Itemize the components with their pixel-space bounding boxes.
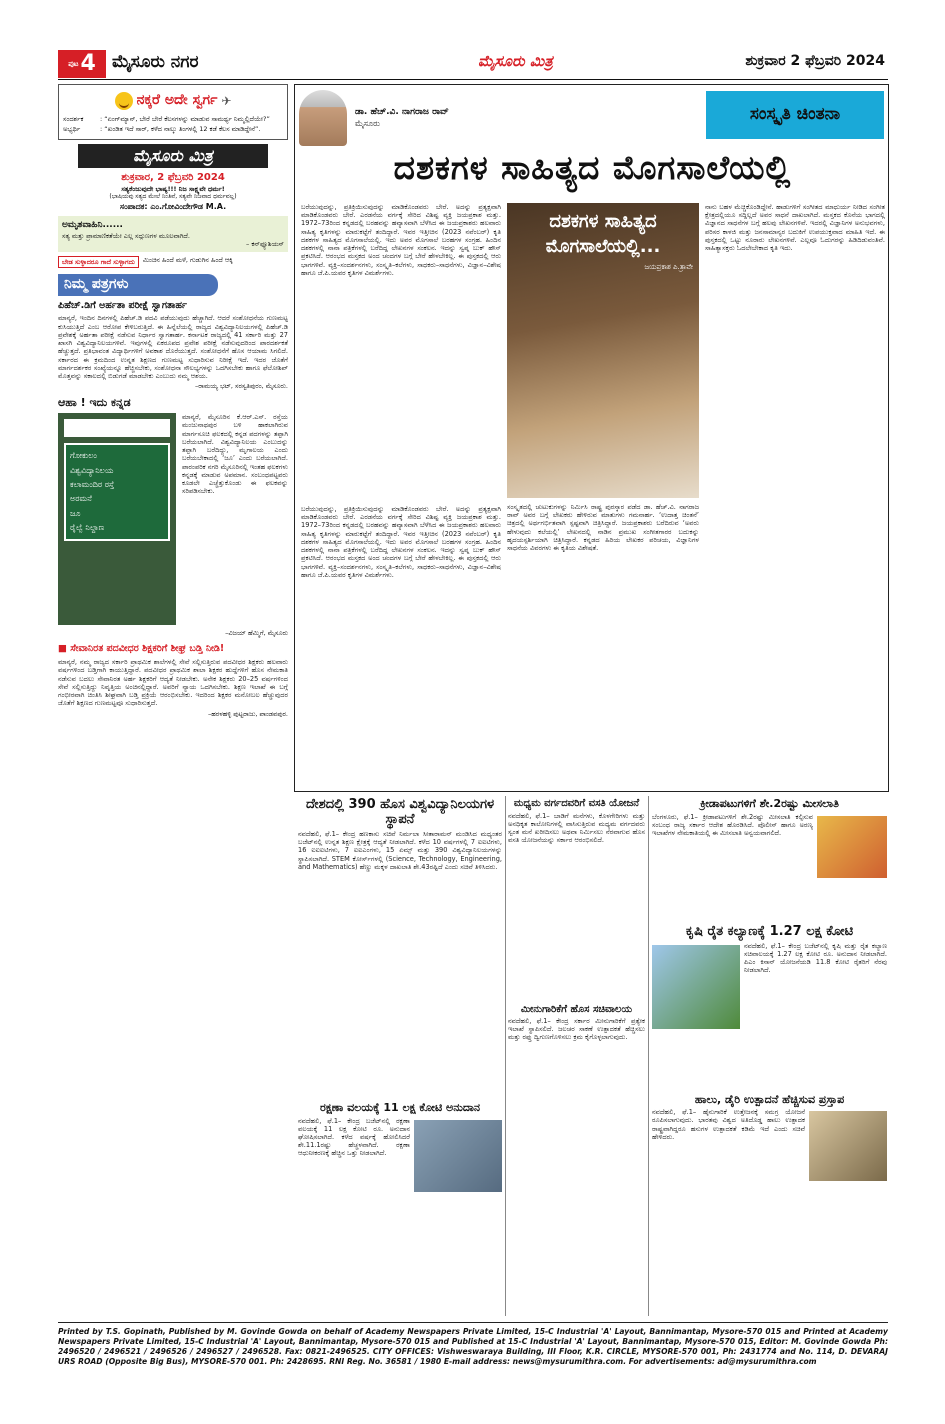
news-6-title: ಕೃಷಿ ರೈತ ಕಲ್ಯಾಣಕ್ಕೆ 1.27 ಲಕ್ಷ ಕೋಟಿ — [685, 923, 854, 939]
feature-title: ದಶಕಗಳ ಸಾಹಿತ್ಯದ ಮೊಗಸಾಲೆಯಲ್ಲಿ — [393, 148, 792, 187]
news-3-title: ಮಧ್ಯಮ ವರ್ಗದವರಿಗೆ ವಸತಿ ಯೋಜನೆ — [513, 798, 640, 809]
signboard-photo — [58, 413, 176, 625]
brand-box: ಮೈಸೂರು ಮಿತ್ರ — [78, 144, 268, 168]
feature-col-1b: ಬರೆಯುವುದನ್ನು, ಪ್ರತಿಕ್ರಿಯಿಸುವುದನ್ನು ಮಾಡಿಕೊಂಡವರು ಬೇರೆ. ಅದನ್ನು ಪ್ರತ್ಯಕ್ಷವಾಗಿ ಮಾಡಿಕೊಂಡವರು ಬೇರೆ. ಎರಡನೆಯ ವರ್ಗಕ್ಕೆ ಸೇರಿದ ವಿಶಿಷ್ಟ ವ್ಯಕ್ತಿ ಜಯಪ್ರಕಾಶ ಮತ್ತು. 1972–73ರಿಂದ ಕನ್ನಡದಲ್ಲಿ ಬರಹವನ್ನು ಹವ್ಯಾಸವಾಗಿ ಬೆಳೆಸಿದ ಈ ಜಯಪ್ರಕಾಶರು ಹಲವಾರು ಸಾಹಿತ್ಯ ಕೃತಿಗಳನ್ನು ಮಾರುಕಟ್ಟೆಗೆ ತಂದಿದ್ದಾರೆ. ಇವರ ಇತ್ತೀಚಿನ (2023 ನವೆಂಬರ್) ಕೃತಿ ದಶಕಗಳ ಸಾಹಿತ್ಯದ ಮೊಗಸಾಲೆಯಲ್ಲಿ. ಇದು ಅವರ ಮೊಗಸಾಲೆ ಬರಹಗಳ ಸಂಗ್ರಹ. ಹಿಂದಿನ ದಶಕಗಳಲ್ಲಿ ನಾನಾ ಪತ್ರಿಕೆಗಳಲ್ಲಿ ಬರೆದಿದ್ದ ಲೇಖನಗಳ ಸಂಕಲನ. ಇದನ್ನು ಸ್ವಪ್ನ ಬುಕ್ ಹೌಸ್ ಪ್ರಕಟಿಸಿದೆ. ಆರಂಭದ ಮಸ್ತಕದ ಅಂದ ಚಂದಗಳ ಬಗ್ಗೆ ಬೇರೆ ಹೇಳಬೇಕಿಲ್ಲ. ಈ ಪುಸ್ತಕದಲ್ಲಿ ಆರು ಭಾಗಗಳಿವೆ. ವ್ಯಕ್ತಿ–ಸಂದರ್ಶನಗಳು, ಸಂಸ್ಕೃತಿ–ಕಲೆಗಳು, ಸಾಧಕರು–ಸಾಧನೆಗಳು, ವಿಜ್ಞಾನ–ವಿಶೇಷ ಹಾಗೂ ಜೆ.ಪಿ.ಯವರ ಕೃತಿಗಳ ವಿಮರ್ಶೆಗಳು. — [301, 505, 501, 579]
laughing-face-icon — [115, 92, 133, 110]
column-divider — [505, 796, 506, 1316]
letter-1-title: ಪಿಹೆಚ್.ಡಿಗೆ ಅರ್ಹತಾ ಪರೀಕ್ಷೆ ಸ್ವಾಗತಾರ್ಹ — [58, 299, 187, 311]
cartoon-figure-icon: ✈ — [221, 93, 232, 108]
amrita-title: ಅಮೃತವಾಹಿನಿ...... — [62, 220, 123, 231]
page-header — [0, 0, 945, 80]
dairy-photo — [809, 1111, 887, 1181]
news-col-1 — [298, 796, 502, 1316]
left-column — [58, 84, 288, 1316]
news-7-body: ನವದೆಹಲಿ, ಫೆ.1– ಹೈನುಗಾರಿಕೆ ಉತ್ತೇಜನಕ್ಕೆ ಸಮಗ್ರ ಯೋಜನೆ ರೂಪಿಸಲಾಗುವುದು. ಭಾರತವು ವಿಶ್ವದ ಅತಿದೊಡ್ಡ ಹಾಲು ಉತ್ಪಾದಕ ರಾಷ್ಟ್ರವಾಗಿದ್ದರೂ ಹಸುಗಳ ಉತ್ಪಾದಕತೆ ಕಡಿಮೆ ಇದೆ ಎಂದು ಸಚಿವೆ ಹೇಳಿದರು. — [652, 1108, 805, 1141]
feature-article — [294, 84, 889, 792]
amrita-text: ಸತ್ಯ ಮತ್ತು ಪ್ರಾಮಾಣಿಕತೆಯೇ ಎಲ್ಲ ಸದ್ಗುಣಗಳ ಮೂಲವಾಗಿದೆ. — [62, 231, 190, 240]
amrita-box — [58, 216, 288, 252]
nakkare-header — [63, 89, 283, 113]
brand-date: ಶುಕ್ರವಾರ, 2 ಫೆಬ್ರವರಿ 2024 — [121, 172, 225, 184]
author-name: ಡಾ. ಹೆಚ್.ವಿ. ನಾಗರಾಜ ರಾವ್ — [355, 107, 449, 118]
signboard-text: ಗೋಕುಲಂ ವಿಶ್ವವಿದ್ಯಾನಿಲಯ ಕಲಾಮಂದಿರ ರಸ್ತೆ ಅರಮನೆ ಜೂ ರೈಲ್ವೆ ನಿಲ್ದಾಣ — [64, 443, 170, 541]
page-label: ಪುಟ — [68, 59, 79, 68]
news-6-body: ನವದೆಹಲಿ, ಫೆ.1– ಕೇಂದ್ರ ಬಜೆಟ್‌ನಲ್ಲಿ ಕೃಷಿ ಮತ್ತು ರೈತ ಕಲ್ಯಾಣ ಸಚಿವಾಲಯಕ್ಕೆ 1.27 ಲಕ್ಷ ಕೋಟಿ ರೂ. ಅನುದಾನ ನೀಡಲಾಗಿದೆ. ಪಿಎಂ ಕಿಸಾನ್ ಯೋಜನೆಯಡಿ 11.8 ಕೋಟಿ ರೈತರಿಗೆ ನೆರವು ನೀಡಲಾಗಿದೆ. — [744, 941, 887, 975]
letter-3-title: ■ ಸೇವಾನಿರತ ಪದವೀಧರ ಶಿಕ್ಷಕರಿಗೆ ಶೀಘ್ರ ಬಡ್ತಿ ನೀಡಿ! — [58, 643, 225, 655]
masthead-brand: ಮೈಸೂರು ಮಿತ್ರ — [478, 52, 553, 70]
tagline-2: (ಭಾಷಿಯವು ಸತ್ಯದ ಮೇಲೆ ನಿಂತಿವೆ, ಸತ್ಯವೇ ನಿಜವಾದ ಧರ್ಮವಲ್ಲ) — [109, 192, 237, 200]
joke-line-1: ಸಂದರ್ಶಕ : “ಏಂಗ್‌ಮ್ಯಾನ್, ಬೇರೆ ಬೇರೆ ಕೆಲಸಗಳನ್ನು ಮಾಡುವ ಸಾಮರ್ಥ್ಯ ನಿಮ್ಮಲ್ಲಿದೆಯೇ?” — [63, 115, 270, 123]
issue-date: ಶುಕ್ರವಾರ 2 ಫೆಬ್ರವರಿ 2024 — [745, 53, 885, 69]
letter-2-block — [58, 413, 288, 533]
section-title: ಮೈಸೂರು ನಗರ — [112, 52, 199, 72]
defense-photo — [414, 1120, 502, 1192]
letter-1-body: ಮಾನ್ಯರೆ, ಇಂದಿನ ದಿನಗಳಲ್ಲಿ ಪಿಹೆಚ್.ಡಿ ಪದವಿ ಪಡೆಯುವುದು ಹೆಚ್ಚಾಗಿದೆ. ಆದರೆ ಸಂಶೋಧನೆಯ ಗುಣಮಟ್ಟ ಕುಸಿಯುತ್ತಿದೆ ಎಂಬ ಆರೋಪ ಕೇಳಿಬರುತ್ತಿದೆ. ಈ ಹಿನ್ನೆಲೆಯಲ್ಲಿ ರಾಜ್ಯದ ವಿಶ್ವವಿದ್ಯಾನಿಲಯಗಳಲ್ಲಿ ಪಿಹೆಚ್.ಡಿ ಪ್ರವೇಶಕ್ಕೆ ಅರ್ಹತಾ ಪರೀಕ್ಷೆ ನಡೆಸುವ ನಿರ್ಧಾರ ಸ್ವಾಗತಾರ್ಹ. ಕರ್ನಾಟಕ ರಾಜ್ಯದಲ್ಲಿ 41 ಸರ್ಕಾರಿ ಮತ್ತು 27 ಖಾಸಗಿ ವಿಶ್ವವಿದ್ಯಾನಿಲಯಗಳಿವೆ. ಇವುಗಳಲ್ಲಿ ಏಕರೂಪದ ಪ್ರವೇಶ ಪರೀಕ್ಷೆ ನಡೆಸುವುದರಿಂದ ಪಾರದರ್ಶಕತೆ ಹೆಚ್ಚುತ್ತದೆ. ಪ್ರತಿಭಾವಂತ ವಿದ್ಯಾರ್ಥಿಗಳಿಗೆ ಅವಕಾಶ ದೊರೆಯುತ್ತದೆ. ಸಂಶೋಧನೆಗೆ ಹೊಸ ಆಯಾಮ ಸಿಗಲಿದೆ. ಸರ್ಕಾರದ ಈ ಕ್ರಮದಿಂದ ಉನ್ನತ ಶಿಕ್ಷಣದ ಗುಣಮಟ್ಟ ಸುಧಾರಿಸುವ ನಿರೀಕ್ಷೆ ಇದೆ. ಇದರ ಜೊತೆಗೆ ಮಾರ್ಗದರ್ಶಕರ ಸಂಖ್ಯೆಯನ್ನೂ ಹೆಚ್ಚಿಸಬೇಕು, ಸಂಶೋಧನಾ ಸೌಲಭ್ಯಗಳನ್ನು ಒದಗಿಸಬೇಕು ಹಾಗೂ ಫೆಲೋಶಿಪ್ ಮೊತ್ತವನ್ನು ಸಕಾಲದಲ್ಲಿ ಬಿಡುಗಡೆ ಮಾಡಬೇಕು ಎಂಬುದು ನಮ್ಮ ಆಶಯ. — [58, 314, 288, 381]
column-title: ಸಂಸ್ಕೃತಿ ಚಿಂತನಾ — [706, 91, 884, 139]
news-7-title: ಹಾಲು, ಡೈರಿ ಉತ್ಪಾದನೆ ಹೆಚ್ಚಿಸುವ ಪ್ರಸ್ತಾಪ — [694, 1092, 845, 1106]
farm-drone-photo — [652, 945, 740, 1029]
tagline-1: ಸತ್ಯಕೆಂಜುವುದೇ ಭಾಷ್ಯ!!! ನಿಜ ಸಾಕ್ಷ್ಯವೇ ಧರ್ಮ! — [121, 184, 225, 193]
news-2-title: ರಕ್ಷಣಾ ವಲಯಕ್ಕೆ 11 ಲಕ್ಷ ಕೋಟಿ ಅನುದಾನ — [320, 1100, 480, 1114]
page-number: 4 — [80, 51, 96, 77]
news-section — [294, 796, 889, 1316]
editor-line: ಸಂಪಾದಕ: ಎಂ.ಗೋವಿಂದೇಗೌಡ M.A. — [119, 202, 227, 212]
sports-graphic — [817, 816, 887, 878]
letter-2-title: ಆಹಾ ! ಇದು ಕನ್ನಡ — [58, 396, 131, 410]
nakkare-box — [58, 84, 288, 140]
letters-header: ನಿಮ್ಮ ಪತ್ರಗಳು — [58, 274, 218, 296]
news-4-body: ನವದೆಹಲಿ, ಫೆ.1– ಕೇಂದ್ರ ಸರ್ಕಾರ ಮೀನುಗಾರಿಕೆಗೆ ಪ್ರತ್ಯೇಕ ಇಲಾಖೆ ಸ್ಥಾಪಿಸಲಿದೆ. ಜಲಚರ ಸಾಕಣೆ ಉತ್ಪಾದಕತೆ ಹೆಚ್ಚಿಸಲು ಮತ್ತು ರಫ್ತು ದ್ವಿಗುಣಗೊಳಿಸಲು ಕ್ರಮ ಕೈಗೊಳ್ಳಲಾಗುವುದು. — [508, 1017, 645, 1042]
book-author: ಜಯಪ್ರಕಾಶ ಪಿ.ತ್ರಾವೇ — [644, 263, 693, 272]
book-title: ದಶಕಗಳ ಸಾಹಿತ್ಯದ ಮೊಗಸಾಲೆಯಲ್ಲಿ... — [545, 211, 661, 258]
news-4-title: ಮೀನುಗಾರಿಕೆಗೆ ಹೊಸ ಸಚಿವಾಲಯ — [520, 1003, 633, 1015]
proverb-text: ಮಿಂಚಿನ ಹಿಂದೆ ಮಳೆ, ಗುಡುಗಿನ ಹಿಂದೆ ಆಕ್ಕಿ — [142, 255, 233, 264]
news-5-body: ಬೆಂಗಳೂರು, ಫೆ.1– ಕ್ರೀಡಾಪಟುಗಳಿಗೆ ಶೇ.2ರಷ್ಟು ಮೀಸಲಾತಿ ಕಲ್ಪಿಸುವ ಸಂಬಂಧ ರಾಜ್ಯ ಸರ್ಕಾರ ಆದೇಶ ಹೊರಡಿಸಿದೆ. ಪೊಲೀಸ್ ಹಾಗೂ ಅರಣ್ಯ ಇಲಾಖೆಗಳ ನೇಮಕಾತಿಯಲ್ಲಿ ಈ ಮೀಸಲಾತಿ ಅನ್ವಯವಾಗಲಿದೆ. — [652, 812, 813, 838]
signboard-top — [64, 419, 170, 437]
joke-line-2: ಅಭ್ಯರ್ಥಿ : “ಖಂಡಿತ ಇದೆ ಸಾರ್, ಕಳೆದ ನಾಲ್ಕು ತಿಂಗಳಲ್ಲಿ 12 ಕಡೆ ಕೆಲಸ ಮಾಡಿದ್ದೇನೆ”. — [63, 125, 261, 134]
news-2-body: ನವದೆಹಲಿ, ಫೆ.1– ಕೇಂದ್ರ ಬಜೆಟ್‌ನಲ್ಲಿ ರಕ್ಷಣಾ ವಲಯಕ್ಕೆ 11 ಲಕ್ಷ ಕೋಟಿ ರೂ. ಅನುದಾನ ಘೋಷಿಸಲಾಗಿದೆ. ಕಳೆದ ವರ್ಷಕ್ಕೆ ಹೋಲಿಸಿದರೆ ಶೇ.11.1ರಷ್ಟು ಹೆಚ್ಚಳವಾಗಿದೆ. ರಕ್ಷಣಾ ಆಧುನೀಕರಣಕ್ಕೆ ಹೆಚ್ಚಿನ ಒತ್ತು ನೀಡಲಾಗಿದೆ. — [298, 1116, 410, 1158]
imprint-footer: Printed by T.S. Gopinath, Published by M. Govinde Gowda on behalf of Academy Newspapers Private Limited, 15-C Industrial 'A' Layout, Bannimantap, Mysore-570 015 and Printed at Academy Newspapers Private Limited, 15-C Industrial 'A' Layout, Bannimantap, Mysore-570 015 and Published at 15-C Industrial 'A' Layout, Bannimantap, Mysore-570 015, Editor: M. Govinde Gowda Ph: 2496520 / 2496521 / 2496526 / 2496527 / 2496528. Fax: 0821-2496525. CITY OFFICES: Vishweswaraya Building, III Floor, K.R. CIRCLE, MYSORE-570 001, Ph: 2431774 and No. 114, D. DEVARAJ URS ROAD (Opposite Big Bus), MYSORE-570 001. Ph: 2428695. RNI Reg. No. 36581 / 1980 E-mail address: news@mysurumithra.com. For advertisements: ad@mysurumithra.com — [58, 1322, 888, 1388]
news-col-2 — [508, 796, 645, 1316]
nakkare-title: ನಕ್ಕರೆ ಅದೇ ಸ್ವರ್ಗ — [136, 92, 218, 109]
author-photo — [299, 90, 347, 146]
author-place: ಮೈಸೂರು — [355, 118, 380, 128]
column-divider — [648, 796, 649, 1316]
letter-3-signature: –ಹರಳಹಳ್ಳಿ ಪುಟ್ಟರಾಜು, ಪಾಂಡವಪುರ. — [208, 709, 288, 718]
news-1-title: ದೇಶದಲ್ಲಿ 390 ಹೊಸ ವಿಶ್ವವಿದ್ಯಾನಿಲಯಗಳ ಸ್ಥಾಪನೆ — [305, 797, 495, 827]
feature-col-2: ಸಂಸ್ಕೃತದಲ್ಲಿ ಚುಟುಕುಗಳನ್ನು ನಿರ್ಮಿಸಿ ರಾಷ್ಟ್ರ ಪುರಸ್ಕಾರ ಪಡೆದ ಡಾ. ಹೆಚ್.ವಿ. ನಾಗರಾಜ ರಾವ್ ಅವರ ಬಗ್ಗೆ ಲೇಖಕರು ಹೇಳಿರುವ ಮಾತುಗಳು ಗಮನಾರ್ಹ. ‘ಉದಾತ್ತ ಚಿಂತನೆ’ ಚಿತ್ರದಲ್ಲಿ ಅರ್ಥಗರ್ಭಿತವಾಗಿ ಸ್ಪಷ್ಟವಾಗಿ ಚಿತ್ರಿಸಿದ್ದಾರೆ. ಜಯಪ್ರಕಾಶರು ಬರೆದಿರುವ ‘ಅವರು ಹೇಳುವುದು ಕಲೆಯಲ್ಲಿ’ ಲೇಖನದಲ್ಲಿ ನಾಡಿನ ಪ್ರಮುಖ ಸಂಗೀತಗಾರರ ಬದುಕನ್ನು ಹೃದಯಸ್ಪರ್ಶಿಯಾಗಿ ಚಿತ್ರಿಸಿದ್ದಾರೆ. ಕನ್ನಡದ ಹಿರಿಯ ಲೇಖಕರ ಪರಿಚಯ, ವಿಜ್ಞಾನಿಗಳ ಸಾಧನೆಯ ವಿವರಗಳು ಈ ಕೃತಿಯ ವಿಶೇಷತೆ. — [507, 503, 699, 553]
news-1-body: ನವದೆಹಲಿ, ಫೆ.1– ಕೇಂದ್ರ ಹಣಕಾಸು ಸಚಿವೆ ನಿರ್ಮಲಾ ಸೀತಾರಾಮನ್ ಮಂಡಿಸಿದ ಮಧ್ಯಂತರ ಬಜೆಟ್‌ನಲ್ಲಿ ಉನ್ನತ ಶಿಕ್ಷಣ ಕ್ಷೇತ್ರಕ್ಕೆ ಆದ್ಯತೆ ನೀಡಲಾಗಿದೆ. ಕಳೆದ 10 ವರ್ಷಗಳಲ್ಲಿ 7 ಐಐಟಿಗಳು, 16 ಐಐಐಟಿಗಳು, 7 ಐಐಎಂಗಳು, 15 ಏಮ್ಸ್ ಮತ್ತು 390 ವಿಶ್ವವಿದ್ಯಾನಿಲಯಗಳನ್ನು ಸ್ಥಾಪಿಸಲಾಗಿದೆ. STEM ಕೋರ್ಸ್‌ಗಳಲ್ಲಿ (Science, Technology, Engineering, and Mathematics) ಹೆಣ್ಣು ಮಕ್ಕಳ ದಾಖಲಾತಿ ಶೇ.43ರಷ್ಟಿದೆ ಎಂದು ಸಚಿವೆ ತಿಳಿಸಿದರು. — [298, 829, 502, 871]
page-number-box — [58, 50, 106, 78]
letter-2-signature: –ವಿಜಯ್ ಹೆಮ್ಮಿಗೆ, ಮೈಸೂರು — [225, 629, 288, 638]
news-3-body: ನವದೆಹಲಿ, ಫೆ.1– ಬಾಡಿಗೆ ಮನೆಗಳು, ಕೊಳಗೇರಿಗಳು ಮತ್ತು ಅನಧಿಕೃತ ಕಾಲೋನಿಗಳಲ್ಲಿ ವಾಸಿಸುತ್ತಿರುವ ಮಧ್ಯಮ ವರ್ಗದವರು ಸ್ವಂತ ಮನೆ ಖರೀದಿಸಲು ಅಥವಾ ನಿರ್ಮಿಸಲು ನೆರವಾಗುವ ಹೊಸ ವಸತಿ ಯೋಜನೆಯನ್ನು ಸರ್ಕಾರ ಆರಂಭಿಸಲಿದೆ. — [508, 811, 645, 845]
book-cover — [507, 203, 699, 498]
feature-col-1: ಬರೆಯುವುದನ್ನು, ಪ್ರತಿಕ್ರಿಯಿಸುವುದನ್ನು ಮಾಡಿಕೊಂಡವರು ಬೇರೆ. ಅದನ್ನು ಪ್ರತ್ಯಕ್ಷವಾಗಿ ಮಾಡಿಕೊಂಡವರು ಬೇರೆ. ಎರಡನೆಯ ವರ್ಗಕ್ಕೆ ಸೇರಿದ ವಿಶಿಷ್ಟ ವ್ಯಕ್ತಿ ಜಯಪ್ರಕಾಶ ಮತ್ತು. 1972–73ರಿಂದ ಕನ್ನಡದಲ್ಲಿ ಬರಹವನ್ನು ಹವ್ಯಾಸವಾಗಿ ಬೆಳೆಸಿದ ಈ ಜಯಪ್ರಕಾಶರು ಹಲವಾರು ಸಾಹಿತ್ಯ ಕೃತಿಗಳನ್ನು ಮಾರುಕಟ್ಟೆಗೆ ತಂದಿದ್ದಾರೆ. ಇವರ ಇತ್ತೀಚಿನ (2023 ನವೆಂಬರ್) ಕೃತಿ ದಶಕಗಳ ಸಾಹಿತ್ಯದ ಮೊಗಸಾಲೆಯಲ್ಲಿ. ಇದು ಅವರ ಮೊಗಸಾಲೆ ಬರಹಗಳ ಸಂಗ್ರಹ. ಹಿಂದಿನ ದಶಕಗಳಲ್ಲಿ ನಾನಾ ಪತ್ರಿಕೆಗಳಲ್ಲಿ ಬರೆದಿದ್ದ ಲೇಖನಗಳ ಸಂಕಲನ. ಇದನ್ನು ಸ್ವಪ್ನ ಬುಕ್ ಹೌಸ್ ಪ್ರಕಟಿಸಿದೆ. ಆರಂಭದ ಮಸ್ತಕದ ಅಂದ ಚಂದಗಳ ಬಗ್ಗೆ ಬೇರೆ ಹೇಳಬೇಕಿಲ್ಲ. ಈ ಪುಸ್ತಕದಲ್ಲಿ ಆರು ಭಾಗಗಳಿವೆ. ವ್ಯಕ್ತಿ–ಸಂದರ್ಶನಗಳು, ಸಂಸ್ಕೃತಿ–ಕಲೆಗಳು, ಸಾಧಕರು–ಸಾಧನೆಗಳು, ವಿಜ್ಞಾನ–ವಿಶೇಷ ಹಾಗೂ ಜೆ.ಪಿ.ಯವರ ಕೃತಿಗಳ ವಿಮರ್ಶೆಗಳು. — [301, 203, 501, 277]
proverb-tag: ಬೇಡ ಸುಳ್ಳಾದರೂ ಗಾದೆ ಸುಳ್ಳಾಗದು — [58, 256, 139, 268]
author-block — [299, 89, 659, 147]
letter-1-signature: –ರಾಮಯ್ಯ ಭಟ್, ಸರಸ್ವತಿಪುರಂ, ಮೈಸೂರು. — [194, 382, 288, 391]
proverb-row — [58, 256, 288, 268]
letter-3-body: ಮಾನ್ಯರೆ, ನಮ್ಮ ರಾಜ್ಯದ ಸರ್ಕಾರಿ ಪ್ರಾಥಮಿಕ ಶಾಲೆಗಳಲ್ಲಿ ಸೇವೆ ಸಲ್ಲಿಸುತ್ತಿರುವ ಪದವೀಧರ ಶಿಕ್ಷಕರು ಹಲವಾರು ವರ್ಷಗಳಿಂದ ಬಡ್ತಿಗಾಗಿ ಕಾಯುತ್ತಿದ್ದಾರೆ. ಪದವೀಧರ ಪ್ರಾಥಮಿಕ ಶಾಲಾ ಶಿಕ್ಷಕರ ಹುದ್ದೆಗಳಿಗೆ ಹೊಸ ನೇಮಕಾತಿ ನಡೆಸುವ ಬದಲು ಸೇವಾನಿರತ ಅರ್ಹ ಶಿಕ್ಷಕರಿಗೆ ಆದ್ಯತೆ ನೀಡಬೇಕು. ಅನೇಕ ಶಿಕ್ಷಕರು 20–25 ವರ್ಷಗಳಿಂದ ಸೇವೆ ಸಲ್ಲಿಸುತ್ತಿದ್ದು ನಿವೃತ್ತಿಯ ಅಂಚಿನಲ್ಲಿದ್ದಾರೆ. ಅವರಿಗೆ ನ್ಯಾಯ ಒದಗಿಸಬೇಕು. ಶಿಕ್ಷಣ ಇಲಾಖೆ ಈ ಬಗ್ಗೆ ಗಂಭೀರವಾಗಿ ಚಿಂತಿಸಿ ಶೀಘ್ರವಾಗಿ ಬಡ್ತಿ ಪ್ರಕ್ರಿಯೆ ಆರಂಭಿಸಬೇಕು. ಇದರಿಂದ ಶಿಕ್ಷಕರ ಮನೋಬಲ ಹೆಚ್ಚುವುದರ ಜೊತೆಗೆ ಶಿಕ್ಷಣದ ಗುಣಮಟ್ಟವೂ ಸುಧಾರಿಸುತ್ತದೆ. — [58, 658, 288, 708]
news-5-title: ಕ್ರೀಡಾಪಟುಗಳಿಗೆ ಶೇ.2ರಷ್ಟು ಮೀಸಲಾತಿ — [700, 797, 839, 810]
feature-col-3: ನಾನು ಬಹಳ ಮೆಚ್ಚಿಕೊಂಡಿದ್ದೇನೆ. ಹಾಡುಗಳಿಗೆ ಸಂಗೀತದ ಮಾಧುರ್ಯ ನೀಡಿದ ಸಂಗೀತ ಕ್ಷೇತ್ರದಲ್ಲಿಯೂ ಸದ್ದಿಲ್ಲದೆ ಅವರ ಸಾಧನೆ ದಾಖಲಾಗಿದೆ. ಮಸ್ತಕದ ಕೊನೆಯ ಭಾಗದಲ್ಲಿ ವಿಜ್ಞಾನದ ಸಾಧನೆಗಳ ಬಗ್ಗೆ ಹಲವು ಲೇಖನಗಳಿವೆ. ಇದರಲ್ಲಿ ವಿಜ್ಞಾನಿಗಳ ಅನುಭವಗಳು, ಪರಿಸರ ಕಾಳಜಿ ಮತ್ತು ಜನಸಾಮಾನ್ಯರ ಬದುಕಿಗೆ ಉಪಯುಕ್ತವಾದ ಮಾಹಿತಿ ಇದೆ. ಈ ಪುಸ್ತಕದಲ್ಲಿ ಒಟ್ಟು ನೂರಾರು ಲೇಖನಗಳಿವೆ. ಎಲ್ಲವೂ ಓದುಗರನ್ನು ಹಿಡಿದಿಡುವಂತಿವೆ. ಸಾಹಿತ್ಯಾಸಕ್ತರು ಓದಲೇಬೇಕಾದ ಕೃತಿ ಇದು. — [705, 203, 885, 253]
amrita-author: – ಕನ್‌ಫ್ಯೂಶಿಯಸ್ — [246, 239, 284, 248]
news-col-3 — [652, 796, 887, 1316]
header-rule — [58, 79, 888, 80]
letter-2-body: ಮಾನ್ಯರೆ, ಮೈಸೂರಿನ ಕೆ.ಆರ್.ಎಸ್. ರಸ್ತೆಯ ಮಂಜುನಾಥಪುರ ಬಳಿ ಹಾಕಲಾಗಿರುವ ಮಾರ್ಗಸೂಚಿ ಫಲಕದಲ್ಲಿ ಕನ್ನಡ ಪದಗಳನ್ನು ತಪ್ಪಾಗಿ ಬರೆಯಲಾಗಿದೆ. ವಿಶ್ವವಿದ್ಯಾನಿಲಯ ಎಂಬುದನ್ನು ತಪ್ಪಾಗಿ ಬರೆದಿದ್ದು, ಮೃಗಾಲಯ ಎಂದು ಬರೆಯಬೇಕಾದಲ್ಲಿ ‘ಜೂ’ ಎಂದು ಬರೆಯಲಾಗಿದೆ. ಪಾರಂಪರಿಕ ನಗರಿ ಮೈಸೂರಿನಲ್ಲಿ ಇಂತಹ ಫಲಕಗಳು ಕನ್ನಡಕ್ಕೆ ಮಾಡುವ ಅಪಮಾನ. ಸಂಬಂಧಪಟ್ಟವರು ಕೂಡಲೇ ಎಚ್ಚೆತ್ತುಕೊಂಡು ಈ ಫಲಕವನ್ನು ಸರಿಪಡಿಸಬೇಕು. — [182, 413, 288, 496]
